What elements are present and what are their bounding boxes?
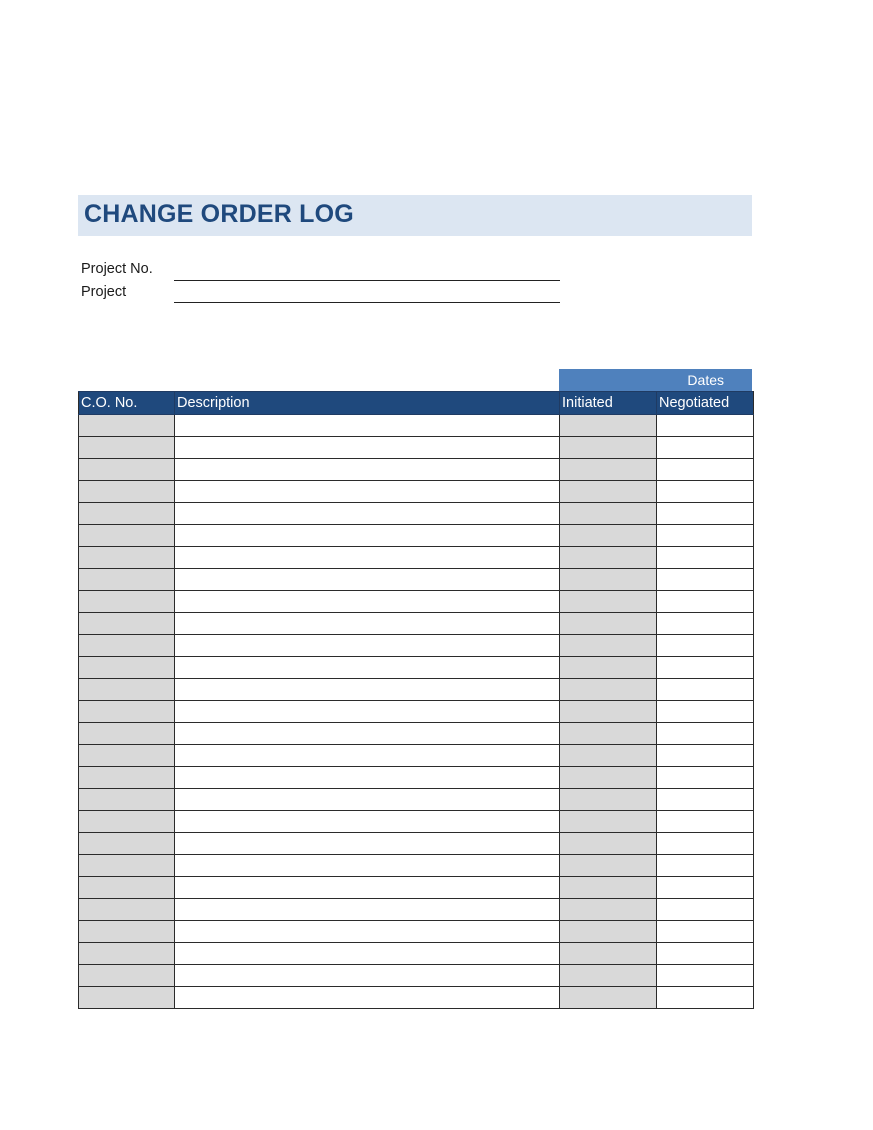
cell-initiated[interactable] — [560, 987, 657, 1009]
cell-co-no[interactable] — [79, 635, 175, 657]
cell-negotiated[interactable] — [657, 855, 754, 877]
cell-initiated[interactable] — [560, 437, 657, 459]
cell-negotiated[interactable] — [657, 723, 754, 745]
cell-description[interactable] — [175, 415, 560, 437]
cell-negotiated[interactable] — [657, 877, 754, 899]
cell-description[interactable] — [175, 987, 560, 1009]
cell-co-no[interactable] — [79, 613, 175, 635]
cell-description[interactable] — [175, 613, 560, 635]
cell-co-no[interactable] — [79, 767, 175, 789]
cell-negotiated[interactable] — [657, 943, 754, 965]
cell-co-no[interactable] — [79, 415, 175, 437]
table-row — [79, 921, 754, 943]
cell-negotiated[interactable] — [657, 525, 754, 547]
table-row — [79, 789, 754, 811]
table-row — [79, 525, 754, 547]
column-header-negotiated: Negotiated — [657, 392, 754, 415]
cell-negotiated[interactable] — [657, 767, 754, 789]
cell-description[interactable] — [175, 437, 560, 459]
cell-description[interactable] — [175, 569, 560, 591]
project-no-label: Project No. — [81, 261, 153, 277]
cell-initiated[interactable] — [560, 679, 657, 701]
cell-description[interactable] — [175, 811, 560, 833]
project-no-field[interactable] — [174, 280, 560, 281]
cell-co-no[interactable] — [79, 525, 175, 547]
cell-negotiated[interactable] — [657, 635, 754, 657]
cell-co-no[interactable] — [79, 591, 175, 613]
cell-co-no[interactable] — [79, 679, 175, 701]
cell-initiated[interactable] — [560, 789, 657, 811]
cell-description[interactable] — [175, 745, 560, 767]
cell-co-no[interactable] — [79, 657, 175, 679]
cell-initiated[interactable] — [560, 767, 657, 789]
table-row — [79, 701, 754, 723]
cell-description[interactable] — [175, 943, 560, 965]
table-row — [79, 855, 754, 877]
document-title: CHANGE ORDER LOG — [84, 200, 354, 228]
table-row — [79, 547, 754, 569]
cell-description[interactable] — [175, 965, 560, 987]
table-row — [79, 591, 754, 613]
cell-initiated[interactable] — [560, 415, 657, 437]
cell-description[interactable] — [175, 921, 560, 943]
cell-co-no[interactable] — [79, 569, 175, 591]
table-row — [79, 899, 754, 921]
cell-negotiated[interactable] — [657, 547, 754, 569]
project-field[interactable] — [174, 302, 560, 303]
cell-co-no[interactable] — [79, 855, 175, 877]
cell-initiated[interactable] — [560, 613, 657, 635]
cell-co-no[interactable] — [79, 789, 175, 811]
table-row — [79, 767, 754, 789]
cell-description[interactable] — [175, 701, 560, 723]
cell-co-no[interactable] — [79, 877, 175, 899]
cell-description[interactable] — [175, 833, 560, 855]
cell-negotiated[interactable] — [657, 811, 754, 833]
cell-negotiated[interactable] — [657, 481, 754, 503]
table-body — [79, 415, 754, 1009]
cell-initiated[interactable] — [560, 547, 657, 569]
table-row — [79, 723, 754, 745]
cell-negotiated[interactable] — [657, 613, 754, 635]
cell-initiated[interactable] — [560, 591, 657, 613]
cell-negotiated[interactable] — [657, 437, 754, 459]
cell-co-no[interactable] — [79, 437, 175, 459]
cell-initiated[interactable] — [560, 569, 657, 591]
table-header-row — [79, 392, 754, 415]
cell-co-no[interactable] — [79, 723, 175, 745]
cell-negotiated[interactable] — [657, 591, 754, 613]
cell-co-no[interactable] — [79, 459, 175, 481]
cell-initiated[interactable] — [560, 635, 657, 657]
cell-negotiated[interactable] — [657, 833, 754, 855]
dates-group-header: Dates — [559, 369, 752, 391]
cell-negotiated[interactable] — [657, 459, 754, 481]
cell-negotiated[interactable] — [657, 921, 754, 943]
cell-co-no[interactable] — [79, 481, 175, 503]
cell-description[interactable] — [175, 767, 560, 789]
table-row — [79, 943, 754, 965]
cell-negotiated[interactable] — [657, 569, 754, 591]
cell-negotiated[interactable] — [657, 679, 754, 701]
cell-co-no[interactable] — [79, 943, 175, 965]
cell-initiated[interactable] — [560, 899, 657, 921]
cell-co-no[interactable] — [79, 899, 175, 921]
cell-negotiated[interactable] — [657, 745, 754, 767]
cell-co-no[interactable] — [79, 701, 175, 723]
table-row — [79, 833, 754, 855]
cell-initiated[interactable] — [560, 921, 657, 943]
cell-description[interactable] — [175, 723, 560, 745]
cell-initiated[interactable] — [560, 481, 657, 503]
cell-description[interactable] — [175, 789, 560, 811]
table-row — [79, 965, 754, 987]
cell-negotiated[interactable] — [657, 965, 754, 987]
table-row — [79, 987, 754, 1009]
title-band — [78, 195, 752, 236]
cell-co-no[interactable] — [79, 811, 175, 833]
cell-initiated[interactable] — [560, 745, 657, 767]
table-row — [79, 459, 754, 481]
cell-description[interactable] — [175, 591, 560, 613]
table-row — [79, 657, 754, 679]
cell-description[interactable] — [175, 547, 560, 569]
cell-co-no[interactable] — [79, 965, 175, 987]
column-header-co-no: C.O. No. — [79, 392, 175, 415]
column-header-description: Description — [175, 392, 560, 415]
project-label: Project — [81, 284, 127, 300]
cell-co-no[interactable] — [79, 745, 175, 767]
table-row — [79, 415, 754, 437]
column-header-initiated: Initiated — [560, 392, 657, 415]
cell-description[interactable] — [175, 855, 560, 877]
cell-description[interactable] — [175, 899, 560, 921]
cell-initiated[interactable] — [560, 877, 657, 899]
table-row — [79, 679, 754, 701]
cell-initiated[interactable] — [560, 833, 657, 855]
cell-co-no[interactable] — [79, 833, 175, 855]
cell-negotiated[interactable] — [657, 415, 754, 437]
cell-negotiated[interactable] — [657, 657, 754, 679]
cell-initiated[interactable] — [560, 965, 657, 987]
cell-initiated[interactable] — [560, 943, 657, 965]
cell-initiated[interactable] — [560, 701, 657, 723]
cell-negotiated[interactable] — [657, 503, 754, 525]
cell-description[interactable] — [175, 503, 560, 525]
cell-co-no[interactable] — [79, 987, 175, 1009]
cell-negotiated[interactable] — [657, 789, 754, 811]
cell-initiated[interactable] — [560, 723, 657, 745]
cell-initiated[interactable] — [560, 503, 657, 525]
cell-initiated[interactable] — [560, 855, 657, 877]
table-row — [79, 437, 754, 459]
table-row — [79, 569, 754, 591]
cell-negotiated[interactable] — [657, 701, 754, 723]
change-order-table — [78, 391, 754, 1009]
table-row — [79, 481, 754, 503]
cell-co-no[interactable] — [79, 921, 175, 943]
table-row — [79, 745, 754, 767]
cell-description[interactable] — [175, 657, 560, 679]
cell-description[interactable] — [175, 525, 560, 547]
table-row — [79, 811, 754, 833]
cell-initiated[interactable] — [560, 811, 657, 833]
cell-description[interactable] — [175, 635, 560, 657]
cell-co-no[interactable] — [79, 547, 175, 569]
cell-description[interactable] — [175, 481, 560, 503]
table-row — [79, 635, 754, 657]
cell-description[interactable] — [175, 877, 560, 899]
table-row — [79, 877, 754, 899]
cell-description[interactable] — [175, 679, 560, 701]
cell-negotiated[interactable] — [657, 987, 754, 1009]
cell-initiated[interactable] — [560, 657, 657, 679]
cell-negotiated[interactable] — [657, 899, 754, 921]
cell-co-no[interactable] — [79, 503, 175, 525]
cell-initiated[interactable] — [560, 459, 657, 481]
table-row — [79, 503, 754, 525]
table-row — [79, 613, 754, 635]
cell-description[interactable] — [175, 459, 560, 481]
cell-initiated[interactable] — [560, 525, 657, 547]
